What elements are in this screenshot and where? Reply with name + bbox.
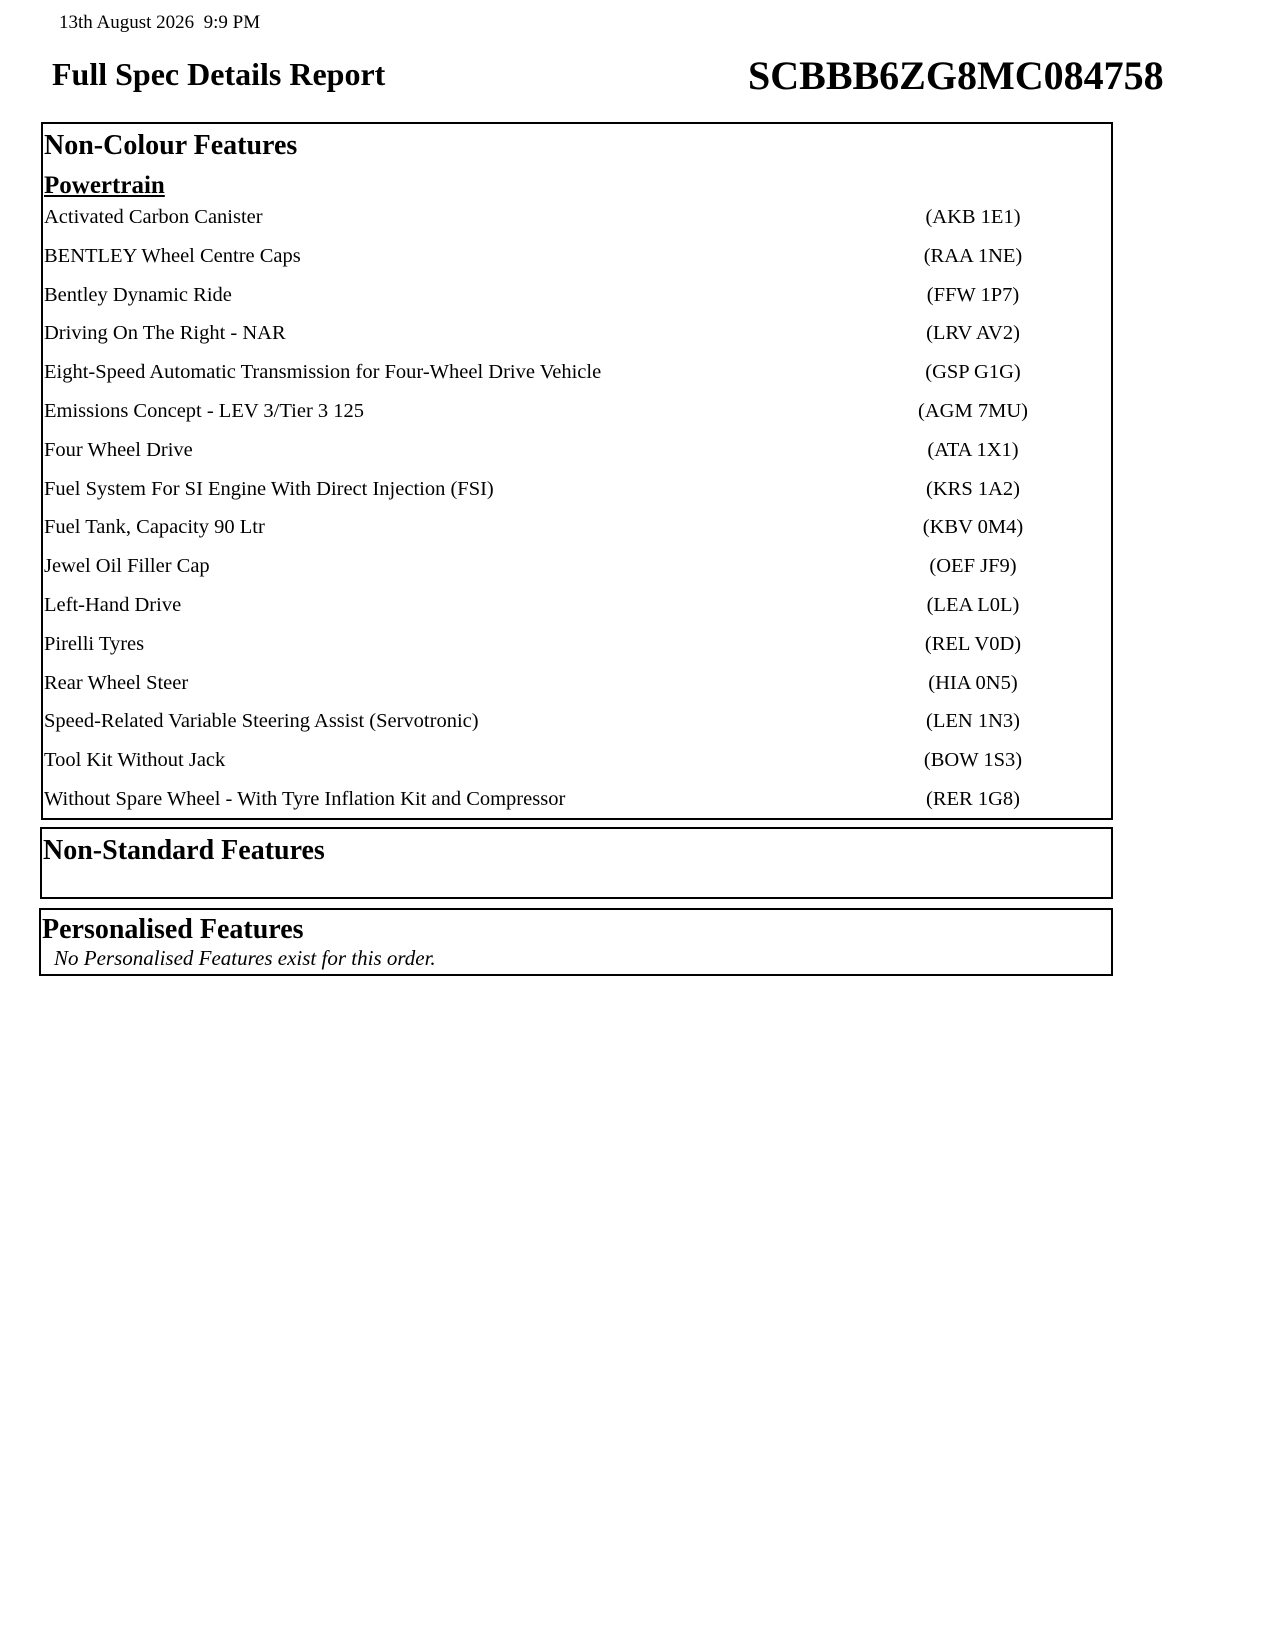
- feature-name: Tool Kit Without Jack: [44, 749, 226, 772]
- feature-name: Left-Hand Drive: [44, 593, 182, 616]
- non-colour-features-section: [41, 122, 1113, 820]
- feature-code: (REL V0D): [924, 632, 1022, 655]
- feature-name: Activated Carbon Canister: [44, 206, 263, 228]
- feature-row: [43, 710, 1111, 749]
- feature-list: [43, 206, 1111, 827]
- feature-code: (ATA 1X1): [927, 438, 1019, 461]
- feature-code: (LRV AV2): [926, 322, 1020, 345]
- feature-name: Fuel System For SI Engine With Direct Injection (FSI): [44, 477, 494, 500]
- feature-code: (AKB 1E1): [925, 206, 1021, 228]
- feature-code: (HIA 0N5): [928, 671, 1018, 694]
- feature-code: (KRS 1A2): [926, 477, 1020, 500]
- feature-name: Driving On The Right - NAR: [44, 322, 286, 345]
- report-timestamp: 13th August 2026 9:9 PM: [59, 12, 261, 33]
- feature-name: Without Spare Wheel - With Tyre Inflation Kit and Compressor: [44, 787, 566, 810]
- vin-number: SCBBB6ZG8MC084758: [748, 53, 1164, 98]
- feature-code: (KBV 0M4): [922, 516, 1024, 539]
- feature-name: Eight-Speed Automatic Transmission for Four-Wheel Drive Vehicle: [44, 361, 602, 384]
- feature-row: [43, 555, 1111, 594]
- feature-code: (GSP G1G): [925, 361, 1021, 384]
- section-title: Personalised Features: [42, 914, 304, 945]
- feature-name: Four Wheel Drive: [44, 438, 193, 461]
- feature-name: Rear Wheel Steer: [44, 671, 189, 694]
- feature-name: Emissions Concept - LEV 3/Tier 3 125: [44, 399, 365, 422]
- feature-row: [43, 516, 1111, 555]
- personalised-features-section: [39, 908, 1113, 976]
- feature-row: [43, 400, 1111, 439]
- feature-row: [43, 206, 1111, 245]
- feature-row: [43, 361, 1111, 400]
- feature-row: [43, 284, 1111, 323]
- feature-row: [43, 439, 1111, 478]
- feature-row: [43, 633, 1111, 672]
- non-standard-features-section: [40, 827, 1113, 899]
- feature-code: (BOW 1S3): [923, 749, 1023, 772]
- feature-row: [43, 594, 1111, 633]
- empty-note: No Personalised Features exist for this order.: [54, 946, 436, 970]
- feature-code: (LEN 1N3): [926, 710, 1020, 733]
- report-title: Full Spec Details Report: [52, 56, 386, 92]
- feature-code: (AGM 7MU): [918, 399, 1028, 422]
- feature-row: [43, 672, 1111, 711]
- feature-code: (FFW 1P7): [926, 283, 1020, 306]
- section-title: Non-Standard Features: [43, 835, 325, 866]
- section-title: Non-Colour Features: [44, 130, 298, 161]
- feature-code: (OEF JF9): [929, 555, 1017, 578]
- feature-code: (RAA 1NE): [923, 244, 1023, 267]
- feature-name: Bentley Dynamic Ride: [44, 283, 232, 306]
- group-title-powertrain: Powertrain: [44, 172, 165, 199]
- feature-name: Jewel Oil Filler Cap: [44, 555, 210, 578]
- feature-code: (RER 1G8): [926, 787, 1020, 810]
- feature-name: Speed-Related Variable Steering Assist (Servotronic): [44, 710, 479, 733]
- feature-row: [43, 322, 1111, 361]
- feature-row: [43, 245, 1111, 284]
- feature-name: Fuel Tank, Capacity 90 Ltr: [44, 516, 265, 539]
- feature-name: BENTLEY Wheel Centre Caps: [44, 244, 301, 267]
- feature-code: (LEA L0L): [926, 593, 1020, 616]
- feature-name: Pirelli Tyres: [44, 632, 145, 655]
- feature-row: [43, 749, 1111, 788]
- feature-row: [43, 788, 1111, 827]
- feature-row: [43, 478, 1111, 517]
